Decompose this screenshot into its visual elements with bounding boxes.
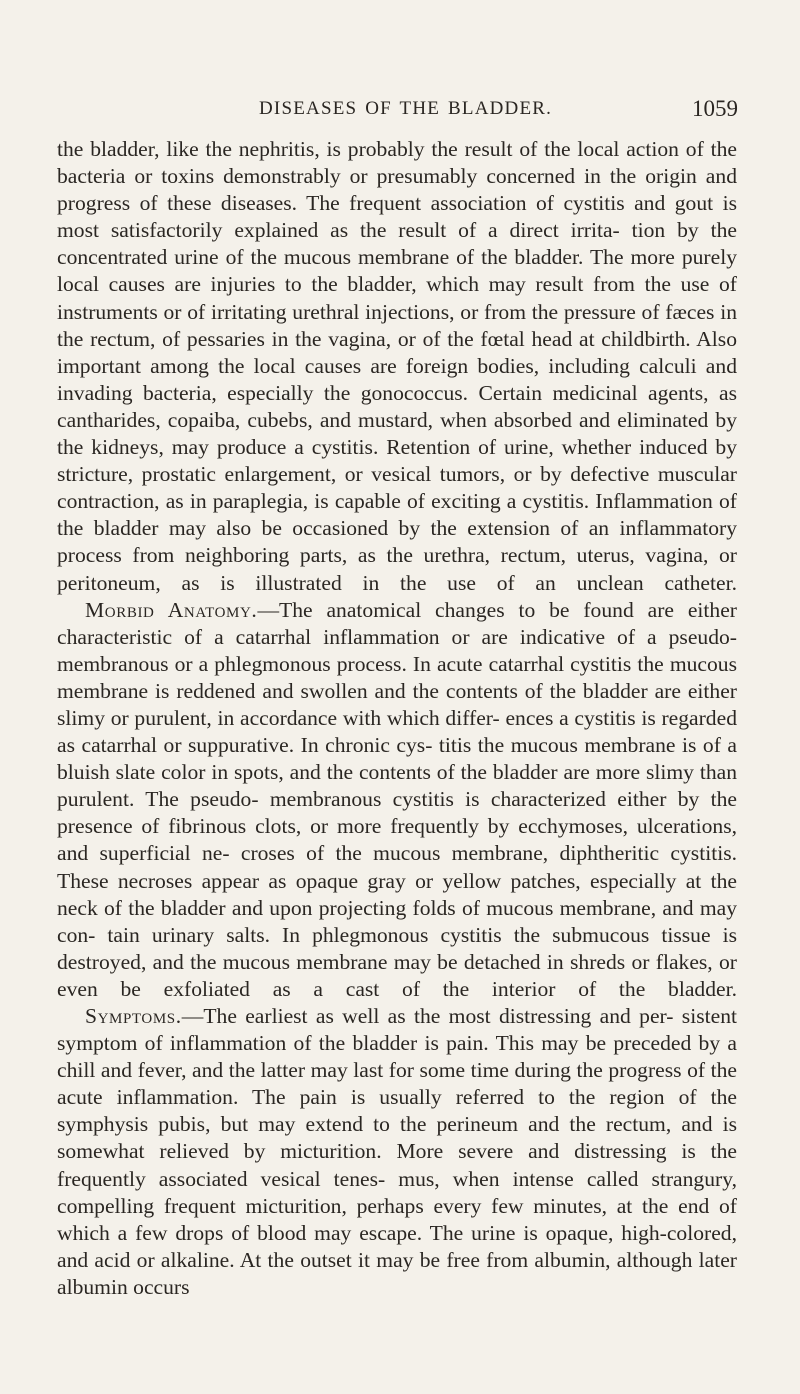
page-number: 1059: [692, 96, 738, 121]
paragraph-symptoms: [57, 1003, 737, 1301]
body-text: [57, 136, 737, 1301]
running-head: DISEASES OF THE BLADDER.: [259, 98, 553, 119]
page-header: [259, 98, 738, 128]
paragraph-morbid-anatomy-text: —The anatomical changes to be found are either characteristic of a catarrhal inflammation or are indicative of a pseudo- membranous or a phlegmonous process. In acute catarrhal cystitis the mucous membrane is reddened and swollen and the contents of the bladder are either slimy or purulent, in accordance with which differ- ences a cystitis is regarded as catarrhal or suppurative. In chronic cys- titis the mucous membrane is of a bluish slate color in spots, and the contents of the bladder are more slimy than purulent. The pseudo- membranous cystitis is characterized either by the presence of fibrinous clots, or more frequently by ecchymoses, ulcerations, and superficial ne- croses of the mucous membrane, diphtheritic cystitis. These necroses appear as opaque gray or yellow patches, especially at the neck of the bladder and upon projecting folds of mucous membrane, and may con- tain urinary salts. In phlegmonous cystitis the submucous tissue is destroyed, and the mucous membrane may be detached in shreds or flakes, or even be exfoliated as a cast of the interior of the bladder.: [57, 597, 737, 1001]
section-heading-symptoms: Symptoms.: [85, 1004, 182, 1028]
paragraph-morbid-anatomy: [57, 597, 737, 1003]
section-heading-morbid-anatomy: Morbid Anatomy.: [85, 597, 258, 622]
paragraph-symptoms-text: —The earliest as well as the most distressing and per- sistent symptom of inflammation of the bladder is pain. This may be preceded by a chill and fever, and the latter may last for some time during the progress of the acute inflammation. The pain is usually referred to the region of the symphysis pubis, but may extend to the perineum and the rectum, and is somewhat relieved by micturition. More severe and distressing is the frequently associated vesical tenes- mus, when intense called strangury, compelling frequent micturition, perhaps every few minutes, at the end of which a few drops of blood may escape. The urine is opaque, high-colored, and acid or alkaline. At the outset it may be free from albumin, although later albumin occurs: [57, 1004, 737, 1299]
paragraph-etiology: the bladder, like the nephritis, is probably the result of the local action of the bacteria or toxins demonstrably or presumably concerned in the origin and progress of these diseases. The frequent association of cystitis and gout is most satisfactorily explained as the result of a direct irrita- tion by the concentrated urine of the mucous membrane of the bladder. The more purely local causes are injuries to the bladder, which may result from the use of instruments or of irritating urethral injections, or from the pressure of fæces in the rectum, of pessaries in the vagina, or of the fœtal head at childbirth. Also important among the local causes are foreign bodies, including calculi and invading bacteria, especially the gonococcus. Certain medicinal agents, as cantharides, copaiba, cubebs, and mustard, when absorbed and eliminated by the kidneys, may produce a cystitis. Retention of urine, whether induced by stricture, prostatic enlargement, or vesical tumors, or by defective muscular contraction, as in paraplegia, is capable of exciting a cystitis. Inflammation of the bladder may also be occasioned by the extension of an inflammatory process from neighboring parts, as the urethra, rectum, uterus, vagina, or peritoneum, as is illustrated in the use of an unclean catheter.: [57, 137, 737, 595]
